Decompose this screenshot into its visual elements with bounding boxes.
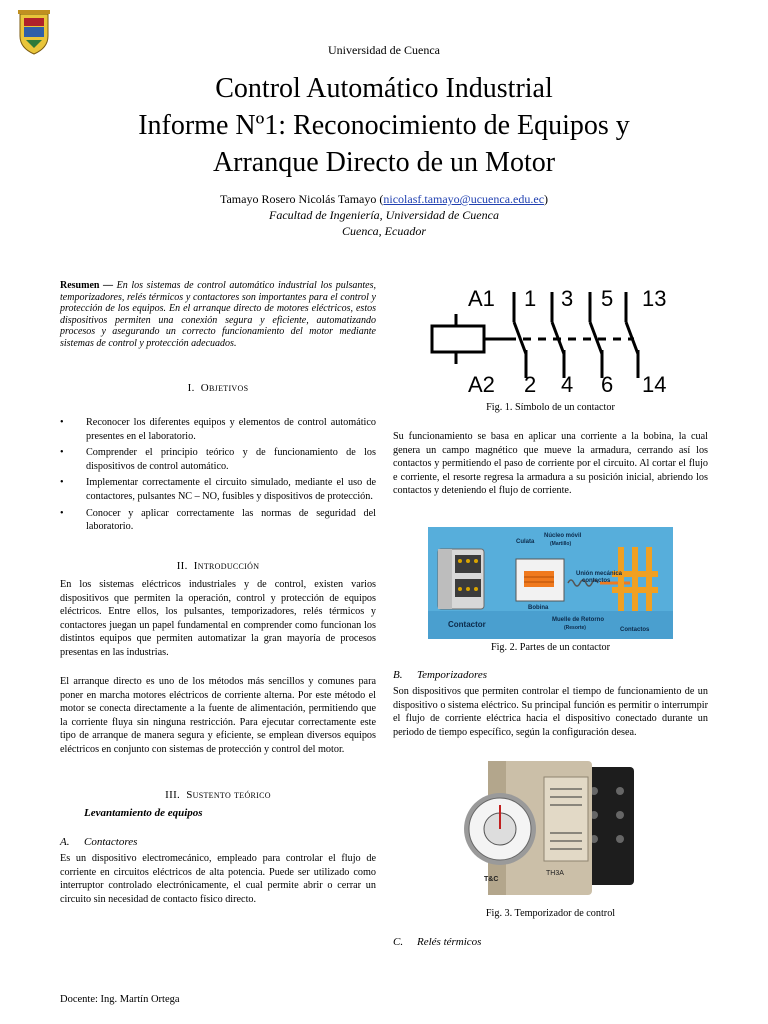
terminal-label: 2 — [524, 372, 537, 397]
contactor-symbol-figure — [428, 284, 674, 400]
author-name: Tamayo Rosero Nicolás Tamayo ( — [219, 192, 384, 206]
contactor-parts-figure — [428, 527, 673, 639]
title-line-1: Control Automático Industrial — [215, 73, 553, 104]
label-resorte: (Resorte) — [564, 625, 586, 631]
contactores-paragraph: Es un dispositivo electromecánico, empleado para controlar el flujo de corriente en circuitos eléctricos de alta potencia. Puede ser utilizado como interruptor controlado electrónicamente, el cual permite abrir o cerrar un circuito sin necesidad de contacto físico directo. — [60, 853, 376, 905]
section-heading-sustento — [60, 789, 376, 801]
affiliation-2: Cuenca, Ecuador — [342, 224, 426, 238]
intro-paragraph-2: El arranque directo es uno de los métodos más sencillos y comunes para poner en marcha motores eléctricos de corriente alterna. Por este método el motor se conecta directamente a la fuente de alimentación, permitiendo que la corriente fluya sin ninguna restricción. Para ejecutar correctamente este tipo de arranque de manera segura y eficiente, se emplean diversos equipos eléctricos en conjunto con sistemas de protección y control del motor. — [60, 676, 376, 755]
subsection-contactores: A. Contactores — [60, 836, 138, 848]
terminal-label: A1 — [468, 286, 495, 311]
fig1-caption: Fig. 1. Símbolo de un contactor — [486, 402, 615, 413]
university-name: Universidad de Cuenca — [328, 43, 440, 57]
title-line-3: Arranque Directo de un Motor — [212, 147, 556, 178]
abstract-text: En los sistemas de control automático industrial los pulsantes, temporizadores, relés térmicos y contactores son importantes para el control y protección de los equipos. En el arranque directo de motores eléctricos, estos dispositivos permiten una conexión segura y eficiente, automatizando procesos y asegurando un correcto funcionamiento del motor mediante sistemas de control y protección adecuados. — [60, 280, 376, 349]
intro-paragraph-1: En los sistemas eléctricos industriales y de control, existen varios dispositivos que permiten la operación, control y protección de equipos eléctricos. Entre ellos, los pulsantes, temporizadores, relés térmicos y contactores juegan un papel fundamental en comprender como funcionan los distintos equipos que permiten automatizar la gran mayoría de procesos presentas en las industrias. — [60, 579, 376, 658]
author-close: ) — [544, 192, 549, 206]
label-muelle: Muelle de Retorno — [552, 617, 605, 623]
section-title: Objetivos — [200, 382, 249, 394]
timer-photo-figure — [460, 755, 638, 905]
terminal-label: 6 — [601, 372, 614, 397]
coil-symbol — [432, 314, 508, 364]
label-contactos: Contactos — [620, 627, 650, 633]
label-martillo: (Martillo) — [550, 541, 572, 547]
temporizadores-paragraph: Son dispositivos que permiten controlar el tiempo de funcionamiento de un dispositivo o sistema eléctrico. Su principal función es permitir o interrumpir el flujo de corriente eléctrica hacia el dispositivo conectado durante un periodo de tiempo específico, según la configuración desea. — [393, 686, 708, 738]
terminal-label: 3 — [561, 286, 574, 311]
timer-brand: T&C — [484, 876, 499, 883]
fig2-caption: Fig. 2. Partes de un contactor — [490, 642, 611, 653]
label-nucleo: Núcleo móvil — [544, 533, 582, 539]
label-culata: Culata — [516, 539, 535, 545]
author-email-link[interactable]: nicolasf.tamayo@ucuenca.edu.ec — [383, 192, 545, 206]
label-union-contactos: contactos — [582, 578, 611, 584]
subsection-levantamiento: Levantamiento de equipos — [84, 807, 203, 819]
contactor-function-paragraph: Su funcionamiento se basa en aplicar una corriente a la bobina, la cual genera un campo magnético que mueve la armadura, cerrando así los contactos y permitiendo el paso de corriente por el circuito. Al cortar el flujo e corriente, el resorte regresa la armadura a su posición inicial, abriendo los contactos y deteniendo el flujo de corriente. — [393, 431, 708, 497]
author-line — [0, 192, 768, 207]
title-line-2: Informe Nº1: Reconocimiento de Equipos y — [138, 110, 630, 141]
abstract — [60, 280, 376, 350]
label-bobina: Bobina — [528, 605, 549, 611]
objectives-list — [60, 416, 376, 537]
list-item: • Conocer y aplicar correctamente las normas de seguridad del laboratorio. — [60, 507, 376, 533]
footer-docente: Docente: Ing. Martín Ortega — [60, 994, 180, 1005]
list-item: • Reconocer los diferentes equipos y elementos de control automático presentes en el laboratorio. — [60, 417, 376, 442]
section-number: II. — [176, 560, 188, 572]
list-item: • Comprender el principio teórico y de funcionamiento de los dispositivos de control automático. — [60, 447, 376, 472]
terminal-label: 13 — [642, 286, 667, 311]
section-number: I. — [187, 382, 195, 394]
affiliation-1: Facultad de Ingeniería, Universidad de Cuenca — [269, 208, 499, 222]
terminal-label: A2 — [468, 372, 495, 397]
section-title: Introducción — [193, 560, 260, 572]
terminal-label: 14 — [642, 372, 667, 397]
subsection-temporizadores: B. Temporizadores — [393, 669, 488, 681]
section-heading-introduccion — [60, 560, 376, 572]
subsection-reles-termicos: C. Relés térmicos — [393, 936, 482, 948]
terminal-label: 5 — [601, 286, 614, 311]
timer-model: TH3A — [546, 870, 564, 877]
section-title: Sustento teórico — [186, 789, 271, 801]
section-number: III. — [165, 789, 181, 801]
section-heading-objetivos — [60, 382, 376, 394]
label-contactor: Contactor — [448, 620, 486, 629]
abstract-label: Resumen — — [60, 280, 114, 291]
fig3-caption: Fig. 3. Temporizador de control — [485, 908, 616, 919]
label-union: Unión mecánica — [576, 571, 623, 577]
list-item: • Implementar correctamente el circuito simulado, mediante el uso de contactores, pulsantes NC – NO, fusibles y dispositivos de protección. — [60, 477, 376, 502]
terminal-label: 4 — [561, 372, 574, 397]
terminal-label: 1 — [524, 286, 537, 311]
